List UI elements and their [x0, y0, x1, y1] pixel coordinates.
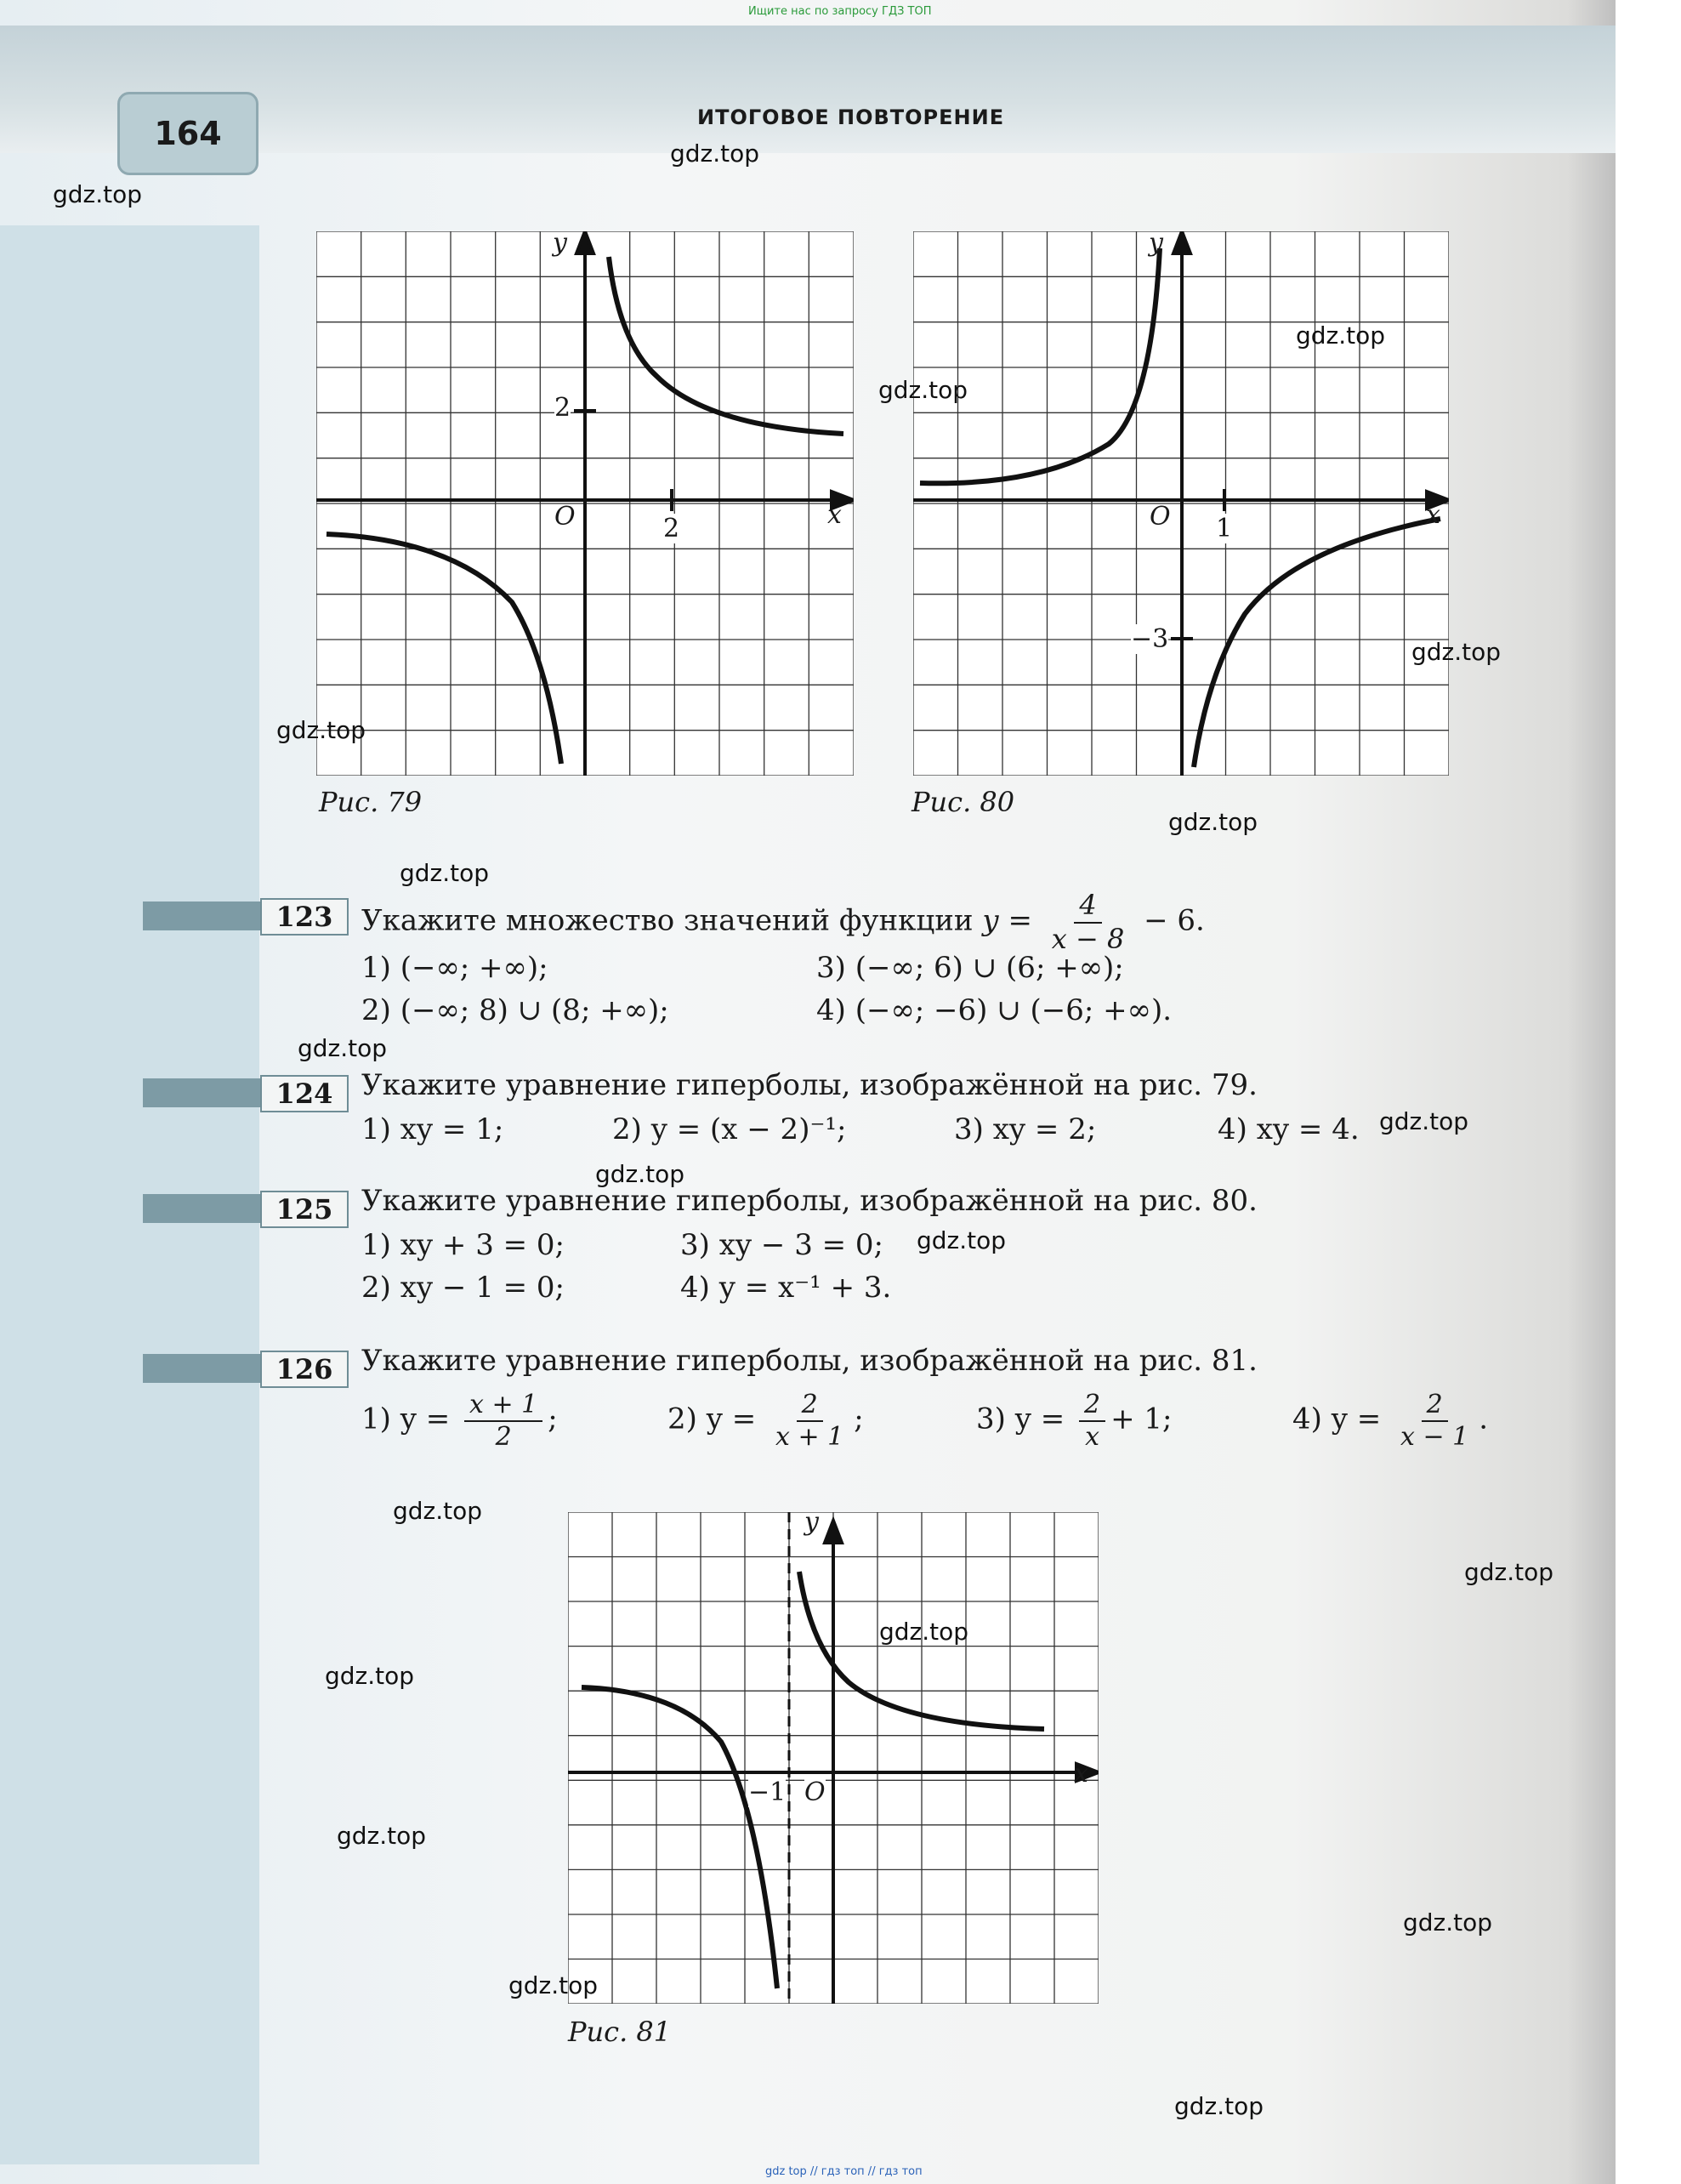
- watermark: gdz.top: [917, 1226, 1007, 1254]
- task-123-text: Укажите множество значений функции: [361, 903, 974, 938]
- fig81-x-tick-label: −1: [748, 1777, 787, 1807]
- task-125-option-4: 4) y = x⁻¹ + 3.: [680, 1271, 892, 1305]
- fig80-x-label: x: [1426, 500, 1440, 530]
- hyperbola-branch-left: [920, 248, 1160, 483]
- task-125-statement: Укажите уравнение гиперболы, изображённой на рис. 80.: [361, 1184, 1258, 1218]
- watermark: gdz.top: [1403, 1908, 1493, 1937]
- bottom-watermark: gdz top // гдз топ // гдз топ: [765, 2165, 923, 2178]
- task-126-option-4: [1292, 1391, 1488, 1450]
- figure-79: [316, 231, 854, 776]
- fraction-numerator: 2: [797, 1391, 823, 1422]
- fig79-x-label: x: [827, 500, 842, 530]
- task-126-option-2-fraction: [770, 1391, 849, 1450]
- task-126-option-3-fraction: [1079, 1391, 1105, 1450]
- fraction-numerator: 2: [1422, 1391, 1448, 1422]
- task-123-number: 123: [260, 898, 349, 936]
- fraction-denominator: x − 1: [1400, 1421, 1469, 1452]
- task-126-option-2-label: 2) y =: [667, 1402, 757, 1436]
- watermark: gdz.top: [1411, 638, 1502, 666]
- watermark: gdz.top: [393, 1497, 483, 1525]
- watermark: gdz.top: [276, 716, 366, 744]
- fig79-y-label: y: [553, 228, 567, 258]
- watermark: gdz.top: [670, 139, 760, 168]
- axes: [568, 1521, 1099, 2004]
- task-123-func-tail: − 6.: [1144, 903, 1205, 938]
- hyperbola-branch-left: [582, 1687, 777, 1988]
- watermark: gdz.top: [508, 1971, 599, 1999]
- task-123-option-4: 4) (−∞; −6) ∪ (−6; +∞).: [816, 993, 1173, 1027]
- figure-80: [913, 231, 1449, 776]
- task-126-option-4-tail: .: [1479, 1402, 1489, 1436]
- task-123-statement: [361, 891, 1205, 953]
- watermark: gdz.top: [337, 1822, 427, 1850]
- task-123-option-2: 2) (−∞; 8) ∪ (8; +∞);: [361, 993, 669, 1027]
- watermark: gdz.top: [1379, 1107, 1469, 1135]
- fig79-origin-label: O: [554, 502, 576, 532]
- fraction-denominator: x: [1085, 1421, 1100, 1452]
- figure-81-graph: [568, 1512, 1099, 2004]
- page-number: 164: [117, 92, 258, 175]
- watermark: gdz.top: [400, 859, 490, 887]
- fraction-numerator: 2: [1079, 1391, 1105, 1422]
- task-123-fraction-numerator: 4: [1074, 891, 1101, 924]
- fig80-origin-label: O: [1150, 502, 1171, 532]
- fig81-x-label: x: [1074, 1759, 1088, 1789]
- task-123-option-1: 1) (−∞; +∞);: [361, 951, 548, 985]
- watermark: gdz.top: [1174, 2092, 1264, 2120]
- task-126-statement: Укажите уравнение гиперболы, изображённой на рис. 81.: [361, 1344, 1258, 1378]
- task-123-func-lhs: y =: [982, 903, 1032, 938]
- task-124-option-4: 4) xy = 4.: [1218, 1112, 1360, 1146]
- task-126-option-4-fraction: [1395, 1391, 1474, 1450]
- task-126-option-1-fraction: [464, 1391, 542, 1450]
- watermark: gdz.top: [325, 1662, 415, 1690]
- fraction-denominator: 2: [495, 1421, 512, 1452]
- task-126-option-2-tail: ;: [854, 1402, 864, 1436]
- fig79-x-tick-label: 2: [663, 514, 680, 543]
- task-123-fraction-denominator: x − 8: [1051, 922, 1125, 955]
- top-watermark: Ищите нас по запросу ГДЗ ТОП: [748, 5, 932, 18]
- figure-79-graph: [316, 231, 854, 776]
- fig80-y-label: y: [1149, 228, 1163, 258]
- watermark: gdz.top: [595, 1160, 685, 1188]
- task-124-number: 124: [260, 1075, 349, 1112]
- task-126-option-3-label: 3) y =: [976, 1402, 1065, 1436]
- watermark: gdz.top: [298, 1034, 388, 1062]
- figure-80-graph: [913, 231, 1449, 776]
- hyperbola-branch-right: [609, 257, 843, 434]
- task-124-option-2: 2) y = (x − 2)⁻¹;: [612, 1112, 847, 1146]
- watermark: gdz.top: [1464, 1558, 1554, 1586]
- fig79-y-tick-label: 2: [554, 393, 571, 423]
- task-126-option-3-tail: + 1;: [1110, 1402, 1173, 1436]
- task-124-option-3: 3) xy = 2;: [954, 1112, 1097, 1146]
- task-126-option-1-label: 1) y =: [361, 1402, 451, 1436]
- task-126-option-1: [361, 1391, 558, 1450]
- fig81-caption: Рис. 81: [568, 2016, 672, 2048]
- fig79-caption: Рис. 79: [319, 786, 423, 818]
- section-title: ИТОГОВОЕ ПОВТОРЕНИЕ: [697, 105, 1005, 129]
- figure-81: [568, 1512, 1099, 2004]
- task-125-option-1: 1) xy + 3 = 0;: [361, 1228, 565, 1262]
- task-126-number: 126: [260, 1351, 349, 1388]
- fig81-origin-label: O: [804, 1777, 826, 1807]
- fig80-y-tick-label: −3: [1131, 624, 1169, 654]
- task-126-option-1-tail: ;: [548, 1402, 558, 1436]
- task-126-option-4-label: 4) y =: [1292, 1402, 1382, 1436]
- fig80-x-tick-label: 1: [1216, 514, 1233, 543]
- task-126-option-2: [667, 1391, 864, 1450]
- task-125-number: 125: [260, 1191, 349, 1228]
- task-125-option-3: 3) xy − 3 = 0;: [680, 1228, 884, 1262]
- watermark: gdz.top: [53, 180, 143, 208]
- fig80-caption: Рис. 80: [911, 786, 1015, 818]
- fraction-denominator: x + 1: [775, 1421, 844, 1452]
- task-123-fraction: [1047, 891, 1130, 953]
- watermark: gdz.top: [1296, 321, 1386, 350]
- task-123-option-3: 3) (−∞; 6) ∪ (6; +∞);: [816, 951, 1124, 985]
- watermark: gdz.top: [878, 376, 968, 404]
- watermark: gdz.top: [879, 1618, 969, 1646]
- watermark: gdz.top: [1168, 808, 1258, 836]
- task-125-option-2: 2) xy − 1 = 0;: [361, 1271, 565, 1305]
- task-124-option-1: 1) xy = 1;: [361, 1112, 504, 1146]
- fig81-y-label: y: [804, 1507, 819, 1537]
- task-124-statement: Укажите уравнение гиперболы, изображённой на рис. 79.: [361, 1068, 1258, 1102]
- task-126-option-3: [976, 1391, 1173, 1450]
- fraction-numerator: x + 1: [464, 1391, 542, 1422]
